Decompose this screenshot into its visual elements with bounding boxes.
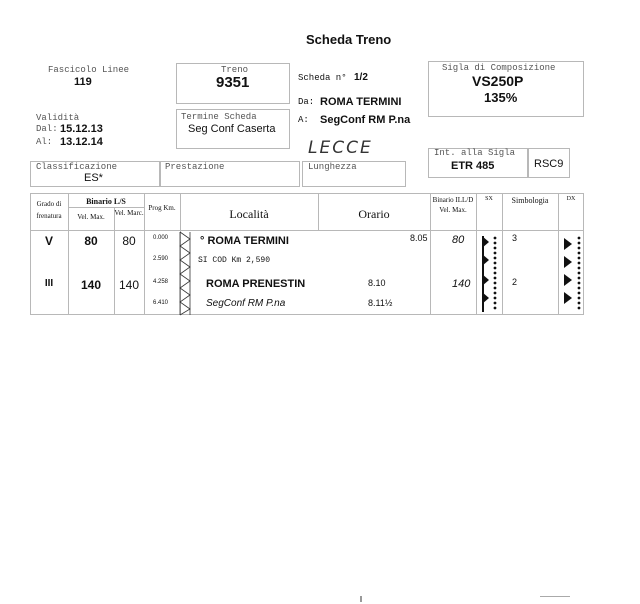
- row2-km2: 6.410: [153, 300, 169, 306]
- row1-orario: 8.05: [410, 233, 428, 243]
- header-sx: SX: [485, 196, 493, 202]
- row2-simbologia: 2: [512, 277, 518, 287]
- header-dx: DX: [566, 196, 576, 202]
- al-label: Al:: [36, 137, 53, 147]
- header-binario-ls: Binario L/S: [86, 197, 126, 206]
- termine-label: Termine Scheda: [181, 112, 257, 122]
- rsc-value: RSC9: [534, 158, 564, 170]
- a-label: A:: [298, 115, 309, 125]
- row2-orario: 8.10: [368, 278, 386, 288]
- header-grado: Grado di frenatura: [36, 200, 62, 220]
- sigla-value: VS250P: [472, 73, 524, 89]
- header-vel-marc: Vel. Marc.: [114, 209, 144, 217]
- prestazione-label: Prestazione: [165, 162, 225, 172]
- binario-ls-divider: [68, 207, 144, 208]
- row1-km2: 2.590: [153, 256, 169, 262]
- a-value: SegConf RM P.na: [320, 114, 411, 126]
- da-label: Da:: [298, 97, 315, 107]
- header-localita: Località: [229, 207, 269, 221]
- row1-binario: 80: [452, 234, 465, 246]
- int-sigla-label: Int. alla Sigla: [434, 148, 516, 158]
- header-orario: Orario: [358, 207, 390, 221]
- scan-mark: [360, 596, 362, 602]
- row2-orario2: 8.11½: [368, 298, 393, 308]
- classificazione-label: Classificazione: [36, 162, 118, 172]
- header-vel-max: Vel. Max.: [77, 213, 105, 221]
- scheda-label: Scheda n°: [298, 73, 347, 83]
- header-simbologia: Simbologia: [511, 196, 549, 205]
- header-binario-illd: Binario ILL/D Vel. Max.: [432, 196, 474, 214]
- dal-value: 15.12.13: [60, 123, 103, 135]
- row1-km1: 0.000: [153, 235, 169, 241]
- scan-mark: [540, 596, 570, 597]
- row2-grado: III: [44, 278, 54, 289]
- zigzag-track-icon: [178, 230, 192, 316]
- classificazione-value: ES*: [84, 172, 103, 184]
- row2-binario: 140: [452, 278, 471, 290]
- fascicolo-value: 119: [74, 76, 92, 88]
- scheda-value: 1/2: [354, 72, 368, 83]
- al-value: 13.12.14: [60, 136, 103, 148]
- row1-grado: V: [44, 234, 53, 248]
- lunghezza-label: Lunghezza: [308, 162, 357, 172]
- sigla-label: Sigla di Composizione: [442, 63, 556, 73]
- int-sigla-value: ETR 485: [451, 160, 495, 172]
- row2-localita: ROMA PRENESTIN: [206, 278, 306, 290]
- termine-value: Seg Conf Caserta: [188, 123, 276, 135]
- treno-label: Treno: [221, 65, 249, 75]
- row1-vel-max: 80: [84, 234, 98, 248]
- row1-simbologia: 3: [512, 233, 518, 243]
- fascicolo-label: Fascicolo Linee: [48, 65, 130, 75]
- dx-signal-symbol-icon: [562, 234, 584, 314]
- header-prog: Prog Km.: [148, 204, 176, 212]
- dal-label: Dal:: [36, 124, 58, 134]
- page-title: Scheda Treno: [306, 32, 392, 47]
- row2-vel-marc: 140: [118, 278, 140, 292]
- row1-localita: ° ROMA TERMINI: [200, 235, 289, 247]
- sigla-percent: 135%: [484, 90, 518, 105]
- row2-sub: SegConf RM P.na: [206, 298, 286, 309]
- treno-value: 9351: [216, 74, 250, 91]
- row2-vel-max: 140: [80, 278, 102, 292]
- handwritten-note: LECCE: [308, 138, 373, 158]
- sx-signal-symbol-icon: [480, 234, 502, 314]
- row1-sub: SI COD Km 2,590: [198, 256, 271, 265]
- row2-km1: 4.258: [153, 279, 169, 285]
- row1-vel-marc: 80: [122, 234, 136, 248]
- validita-label: Validità: [36, 113, 80, 123]
- da-value: ROMA TERMINI: [320, 96, 402, 108]
